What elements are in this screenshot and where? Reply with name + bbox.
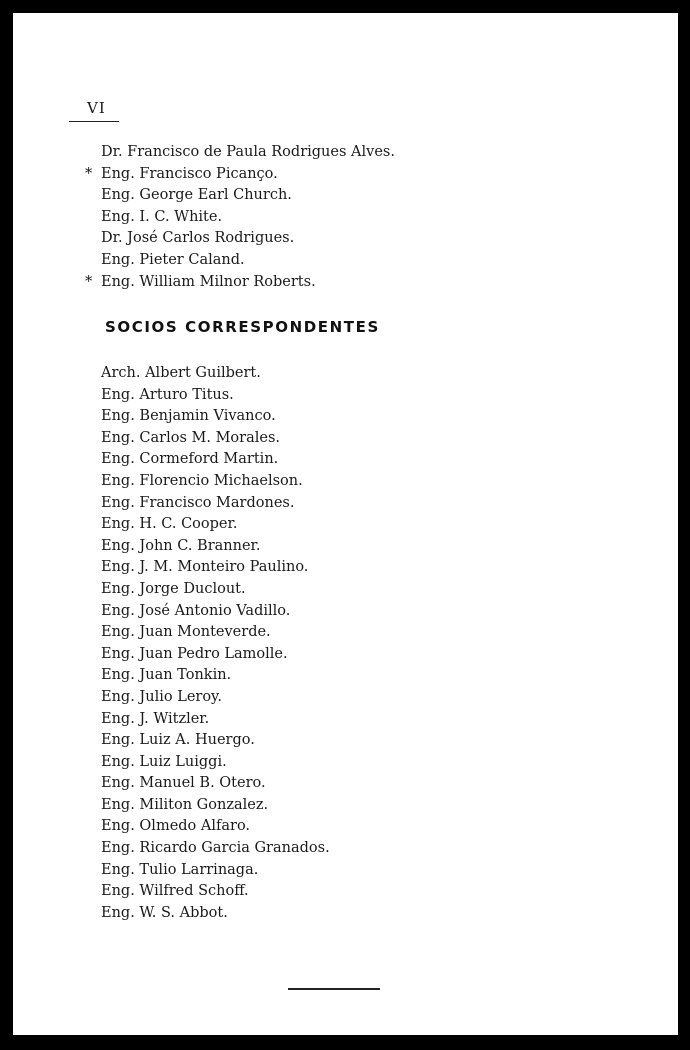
member-name: Eng. José Antonio Vadillo.	[101, 602, 291, 619]
member-name: Eng. Jorge Duclout.	[101, 580, 246, 597]
member-name: Eng. Julio Leroy.	[101, 688, 222, 705]
member-name: Eng. Militon Gonzalez.	[101, 796, 269, 813]
member-name: Eng. Cormeford Martin.	[101, 451, 279, 468]
member-name: Eng. Francisco Picanço.	[101, 165, 278, 182]
member-name: Eng. Luiz Luiggi.	[101, 753, 227, 770]
page-number: VI	[87, 99, 106, 117]
member-name: Eng. Francisco Mardones.	[101, 494, 295, 511]
member-name: Eng. Tulio Larrinaga.	[101, 861, 259, 878]
member-name: Eng. Juan Tonkin.	[101, 667, 232, 684]
member-name: Eng. Pieter Caland.	[101, 251, 245, 268]
member-name: Eng. H. C. Cooper.	[101, 516, 238, 533]
member-name: Eng. Wilfred Schoff.	[101, 883, 249, 900]
member-name: Eng. Olmedo Alfaro.	[101, 818, 251, 835]
member-name: Eng. William Milnor Roberts.	[101, 273, 316, 290]
member-name: Eng. I. C. White.	[101, 208, 223, 225]
member-name: Eng. George Earl Church.	[101, 187, 292, 204]
member-name: Arch. Albert Guilbert.	[101, 365, 261, 381]
member-name: Eng. W. S. Abbot.	[101, 904, 228, 921]
member-name: Eng. Ricardo Garcia Granados.	[101, 840, 330, 857]
member-name: Eng. Carlos M. Morales.	[101, 429, 280, 446]
member-name: Eng. Juan Monteverde.	[101, 624, 271, 641]
member-name: Eng. J. M. Monteiro Paulino.	[101, 559, 309, 576]
section-heading: SOCIOS CORRESPONDENTES	[105, 318, 380, 336]
member-name: Eng. Florencio Michaelson.	[101, 472, 303, 489]
deceased-marker: *	[85, 165, 93, 182]
member-name: Eng. Juan Pedro Lamolle.	[101, 645, 288, 662]
document-page	[13, 13, 678, 1035]
member-name: Eng. Luiz A. Huergo.	[101, 732, 255, 749]
member-name: Eng. Manuel B. Otero.	[101, 775, 266, 792]
member-name: Dr. José Carlos Rodrigues.	[101, 230, 295, 247]
member-name: Dr. Francisco de Paula Rodrigues Alves.	[101, 144, 395, 160]
member-name: Eng. Arturo Titus.	[101, 386, 234, 403]
deceased-marker: *	[85, 273, 93, 290]
member-name: Eng. John C. Branner.	[101, 537, 261, 554]
header-rule	[69, 121, 119, 122]
closing-rule	[288, 988, 380, 990]
member-name: Eng. Benjamin Vivanco.	[101, 408, 276, 425]
member-name: Eng. J. Witzler.	[101, 710, 210, 727]
